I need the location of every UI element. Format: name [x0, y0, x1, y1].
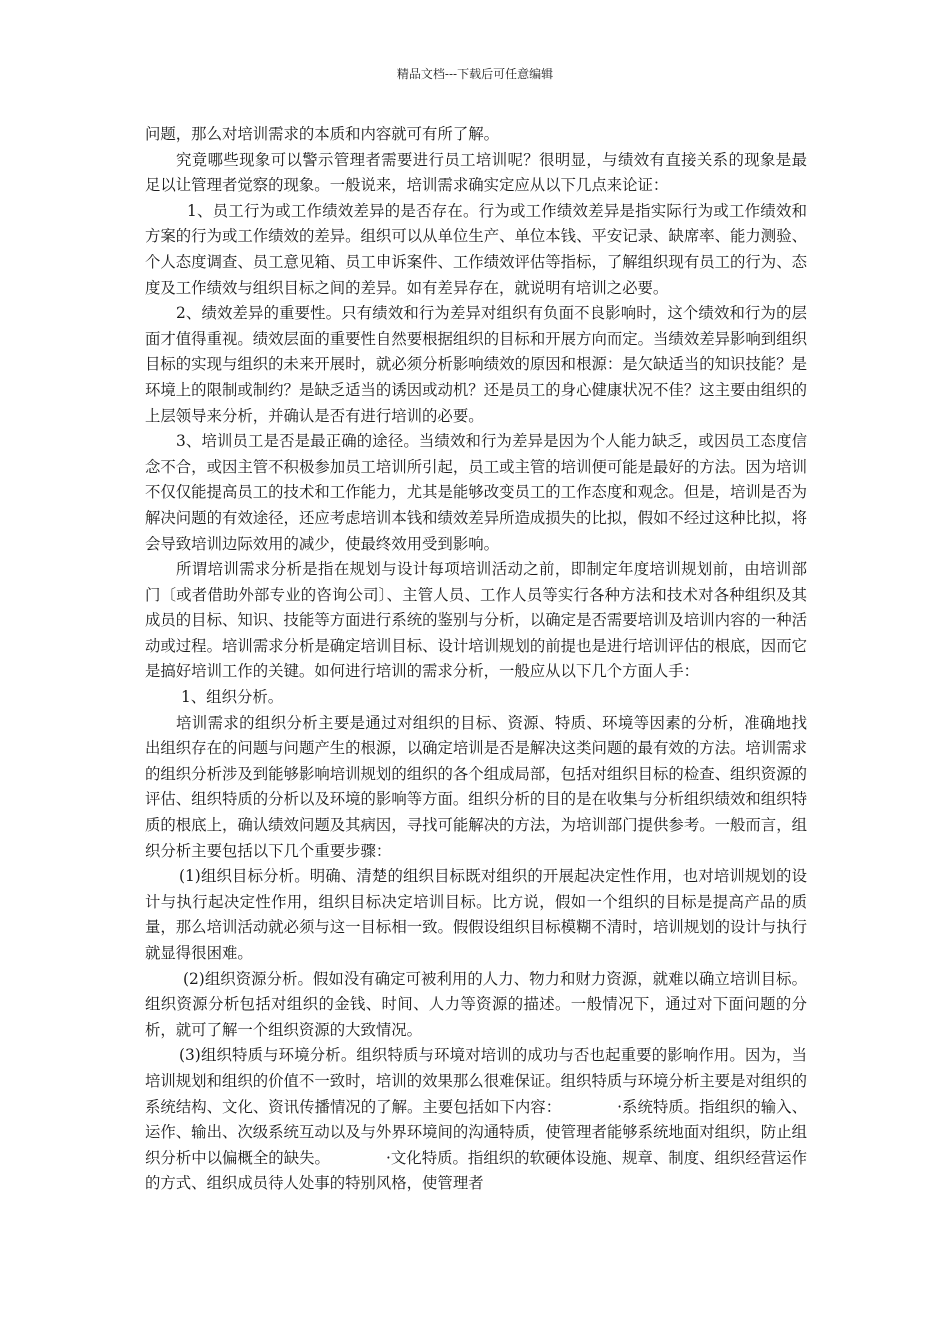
paragraph-intro: 究竟哪些现象可以警示管理者需要进行员工培训呢？很明显，与绩效有直接关系的现象是最足以让管理者觉察的现象。一般说来，培训需求确实定应从以下几点来论证： — [145, 150, 807, 195]
paragraph-step-3 — [145, 1043, 807, 1197]
paragraph-step-2: (2)组织资源分析。假如没有确定可被利用的人力、物力和财力资源，就难以确立培训目标。组织资源分析包括对组织的金钱、时间、人力等资源的描述。一般情况下，通过对下面问题的分析，就可了解一个组织资源的大致情况。 — [145, 969, 807, 1039]
section-heading-organization-analysis: 1、组织分析。 — [181, 688, 284, 707]
page-header: 精品文档---下载后可任意编辑 — [396, 67, 554, 81]
document-body — [145, 122, 807, 1197]
system-trait-text: ·系统特质。指组织的输入、运作、输出、次级系统互动以及与外界环境间的沟通特质，使管理者能够系统地面对组织，防止组织分析中以偏概全的缺失。 — [145, 1097, 807, 1167]
step-3-text: (3)组织特质与环境分析。组织特质与环境对培训的成功与否也起重要的影响作用。因为，当培训规划和组织的价值不一致时，培训的效果那么很难保证。组织特质与环境分析主要是对组织的系统结构、文化、资讯传播情况的了解。主要包括如下内容： — [145, 1046, 807, 1116]
paragraph-point-2: 2、绩效差异的重要性。只有绩效和行为差异对组织有负面不良影响时，这个绩效和行为的层面才值得重视。绩效层面的重要性自然要根据组织的目标和开展方向而定。当绩效差异影响到组织目标的实现与组织的未来开展时，就必须分析影响绩效的原因和根源：是欠缺适当的知识技能？是环境上的限制或制约？是缺乏适当的诱因或动机？还是员工的身心健康状况不佳？这主要由组织的上层领导来分析，并确认是否有进行培训的必要。 — [145, 304, 807, 425]
paragraph-point-1: 1、员工行为或工作绩效差异的是否存在。行为或工作绩效差异是指实际行为或工作绩效和方案的行为或工作绩效的差异。组织可以从单位生产、单位本钱、平安记录、缺席率、能力测验、个人态度调查、员工意见箱、员工申诉案件、工作绩效评估等指标，了解组织现有员工的行为、态度及工作绩效与组织目标之间的差异。如有差异存在，就说明有培训之必要。 — [145, 201, 807, 297]
culture-trait-text: ·文化特质。指组织的软硬体设施、规章、制度、组织经营运作的方式、组织成员待人处事的特别风格，使管理者 — [145, 1148, 807, 1193]
paragraph-definition: 所谓培训需求分析是指在规划与设计每项培训活动之前，即制定年度培训规划前，由培训部门〔或者借助外部专业的咨询公司〕、主管人员、工作人员等实行各种方法和技术对各种组织及其成员的目标、知识、技能等方面进行系统的鉴别与分析，以确定是否需要培训及培训内容的一种活动或过程。培训需求分析是确定培训目标、设计培训规划的前提也是进行培训评估的根底，因而它是搞好培训工作的关键。如何进行培训的需求分析，一般应从以下几个方面人手： — [145, 560, 807, 681]
paragraph-step-1: (1)组织目标分析。明确、清楚的组织目标既对组织的开展起决定性作用，也对培训规划的设计与执行起决定性作用，组织目标决定培训目标。比方说，假如一个组织的目标是提高产品的质量，那么培训活动就必须与这一目标相一致。假假设组织目标模糊不清时，培训规划的设计与执行就显得很困难。 — [145, 867, 807, 962]
paragraph-continuation: 问题，那么对培训需求的本质和内容就可有所了解。 — [145, 125, 499, 143]
paragraph-organization-analysis: 培训需求的组织分析主要是通过对组织的目标、资源、特质、环境等因素的分析，准确地找出组织存在的问题与问题产生的根源，以确定培训是否是解决这类问题的最有效的方法。培训需求的组织分析涉及到能够影响培训规划的组织的各个组成局部，包括对组织目标的检查、组织资源的评估、组织特质的分析以及环境的影响等方面。组织分析的目的是在收集与分析组织绩效和组织特质的根底上，确认绩效问题及其病因，寻找可能解决的方法，为培训部门提供参考。一般而言，组织分析主要包括以下几个重要步骤： — [145, 713, 807, 860]
paragraph-point-3: 3、培训员工是否是最正确的途径。当绩效和行为差异是因为个人能力缺乏，或因员工态度信念不合，或因主管不积极参加员工培训所引起，员工或主管的培训便可能是最好的方法。因为培训不仅仅能提高员工的技术和工作能力，尤其是能够改变员工的工作态度和观念。但是，培训是否为解决问题的有效途径，还应考虑培训本钱和绩效差异所造成损失的比拟，假如不经过这种比拟，将会导致培训边际效用的减少，使最终效用受到影响。 — [145, 432, 807, 553]
